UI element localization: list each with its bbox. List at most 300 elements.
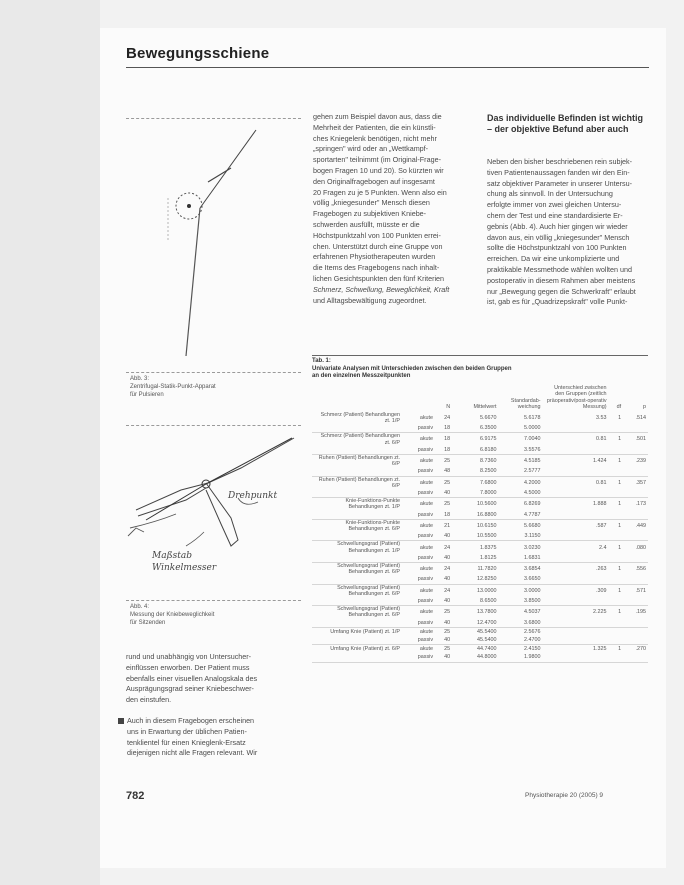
table-cell-p: .357 bbox=[635, 479, 646, 486]
figure-3-caption-text-2: für Pulsieren bbox=[130, 392, 164, 398]
table-cell-diff bbox=[543, 597, 609, 606]
table-cell-diff bbox=[543, 467, 609, 476]
table-cell-p: .195 bbox=[635, 609, 646, 616]
table-cell-p bbox=[623, 627, 648, 636]
figure-3-caption-text: Zentrifugal-Statik-Punkt-Apparat bbox=[130, 384, 216, 390]
table-cell-p bbox=[623, 424, 648, 433]
table-cell-diff: 1.888 bbox=[593, 501, 607, 508]
table-cell-mean: 6.3500 bbox=[452, 424, 498, 433]
table-cell-group: akute bbox=[419, 436, 434, 443]
table-cell-diff: 2.4 bbox=[599, 544, 607, 551]
table-cell-mean: 6.9175 bbox=[480, 436, 497, 443]
table-cell-diff bbox=[543, 653, 609, 662]
table-cell-sd: 5.6178 bbox=[524, 414, 541, 421]
table-cell-df: 1 bbox=[618, 436, 622, 443]
table-cell-p bbox=[623, 554, 648, 563]
table-cell-mean: 13.0000 bbox=[477, 587, 497, 594]
table-cell-df bbox=[609, 554, 624, 563]
table-row bbox=[312, 476, 648, 489]
table-cell-sd: 2.4150 bbox=[524, 646, 541, 653]
table-cell-n: 40 bbox=[435, 597, 452, 606]
figure-4-hand-label-drehpunkt: Drehpunkt bbox=[228, 491, 278, 501]
table-cell-mean: 1.8375 bbox=[480, 544, 497, 551]
figure-4-caption-text: Messung der Kniebeweglichkeit bbox=[130, 612, 215, 618]
table-cell-mean: 10.5600 bbox=[477, 501, 497, 508]
text-line: gehen zum Beispiel davon aus, dass die bbox=[313, 112, 442, 121]
table-cell-p bbox=[623, 575, 648, 584]
table-cell-n: 24 bbox=[444, 414, 451, 421]
table-cell-group: akute bbox=[419, 544, 434, 551]
table-cell-group: passiv bbox=[402, 597, 435, 606]
table-cell-mean: 8.7360 bbox=[480, 458, 497, 465]
table-row bbox=[312, 433, 648, 446]
table-cell-mean: 7.6800 bbox=[480, 479, 497, 486]
table-cell-df: 1 bbox=[618, 414, 622, 421]
table-cell-sd: 3.5576 bbox=[499, 446, 543, 455]
table-cell-mean: 7.8000 bbox=[452, 489, 498, 498]
table-title-text: Univariate Analysen mit Unterschieden zwischen den beiden Gruppen bbox=[312, 365, 512, 372]
table-cell-df bbox=[609, 627, 624, 636]
table-cell-group: akute bbox=[419, 646, 434, 653]
text-line: chen. Unterstützt durch eine Gruppe von bbox=[313, 241, 443, 251]
figure-3-caption-rule bbox=[126, 372, 301, 373]
scan-background bbox=[0, 0, 100, 885]
table-row bbox=[312, 636, 648, 645]
table-row bbox=[312, 424, 648, 433]
bullet-text-line: tenklientel für einen Knieglenk-Ersatz bbox=[127, 737, 246, 747]
table-cell-sd: 2.5676 bbox=[524, 628, 541, 635]
table-body bbox=[312, 412, 648, 662]
text-line: ebenfalls einer visuellen Analogskala des bbox=[126, 673, 258, 683]
table-cell-label: Schwellungsgrad (Patient) Behandlungen zt. 6/P bbox=[337, 563, 400, 576]
table-cell-df: 1 bbox=[618, 566, 622, 573]
text-line: chung als sinnvoll. In der Untersuchung bbox=[487, 189, 613, 199]
table-cell-label bbox=[312, 446, 402, 455]
table-cell-df bbox=[609, 636, 624, 645]
text-line: satz objektiver Parameter in unserer Untersu- bbox=[487, 178, 633, 188]
table-cell-mean: 1.8125 bbox=[452, 554, 498, 563]
table-cell-group: passiv bbox=[402, 424, 435, 433]
table-cell-diff bbox=[543, 619, 609, 628]
results-table-block bbox=[312, 355, 648, 663]
table-cell-p bbox=[623, 636, 648, 645]
table-cell-mean: 13.7800 bbox=[477, 609, 497, 616]
table-title-text-2: an den einzelnen Messzeitpunkten bbox=[312, 373, 411, 380]
table-cell-df: 1 bbox=[618, 501, 622, 508]
text-line: nur „Bewegung gegen die Schwerkraft" erlaubt bbox=[487, 286, 636, 296]
table-header-diff: Unterschied zwischen den Gruppen (zeitlich präoperativ/post-operativ Messung) bbox=[546, 384, 607, 411]
text-line: 20 Fragen zu je 5 Punkten. Wenn also ein bbox=[313, 187, 447, 197]
table-cell-p bbox=[623, 511, 648, 520]
table-cell-mean: 5.6670 bbox=[480, 414, 497, 421]
table-header-cell bbox=[402, 384, 435, 412]
table-cell-p bbox=[623, 653, 648, 662]
table-cell-sd: 3.6854 bbox=[524, 566, 541, 573]
table-cell-label: Schmerz (Patient) Behandlungen zt. 1/P bbox=[320, 411, 400, 424]
text-line: schwerden ausfüllt, müsste er die bbox=[313, 219, 420, 229]
table-row bbox=[312, 554, 648, 563]
table-header-sd: Standardab-weichung bbox=[510, 397, 541, 411]
table-row bbox=[312, 575, 648, 584]
table-row bbox=[312, 446, 648, 455]
table-cell-n: 25 bbox=[444, 479, 451, 486]
table-cell-mean: 10.6150 bbox=[477, 522, 497, 529]
text-line: den Originalfragebogen auf insgesamt bbox=[313, 176, 435, 186]
table-cell-sd: 4.2000 bbox=[524, 479, 541, 486]
table-cell-group: akute bbox=[419, 566, 434, 573]
table-cell-diff: 1.325 bbox=[593, 646, 607, 653]
table-cell-group: passiv bbox=[402, 575, 435, 584]
table-row bbox=[312, 597, 648, 606]
text-line: Mehrheit der Patienten, die ein künstli- bbox=[313, 122, 436, 132]
table-row bbox=[312, 584, 648, 597]
table-title bbox=[312, 355, 648, 381]
table-cell-df bbox=[609, 619, 624, 628]
section-title: Bewegungsschiene bbox=[126, 45, 270, 62]
table-cell-df: 1 bbox=[618, 646, 622, 653]
table-cell-p: .449 bbox=[635, 522, 646, 529]
table-row bbox=[312, 532, 648, 541]
figure-4-hand-label-massstab: Maßstab bbox=[152, 551, 192, 561]
table-cell-diff: .309 bbox=[596, 587, 607, 594]
table-cell-group: passiv bbox=[402, 619, 435, 628]
table-row bbox=[312, 627, 648, 636]
figure-4-caption-rule bbox=[126, 600, 301, 601]
figure-4-top-rule bbox=[126, 425, 301, 426]
table-cell-group: passiv bbox=[402, 446, 435, 455]
table-cell-label: Ruhen (Patient) Behandlungen zt. 6/P bbox=[318, 455, 400, 468]
table-cell-group: passiv bbox=[402, 532, 435, 541]
table-cell-p: .556 bbox=[635, 566, 646, 573]
table-row bbox=[312, 606, 648, 619]
table-cell-df bbox=[609, 446, 624, 455]
table-cell-diff bbox=[543, 532, 609, 541]
table-cell-n: 25 bbox=[444, 501, 451, 508]
table-cell-label bbox=[312, 575, 402, 584]
text-line: davon aus, ein völlig „kniegesunder" Mensch bbox=[487, 232, 630, 242]
table-cell-label bbox=[312, 511, 402, 520]
table-cell-label: Schwellungsgrad (Patient) Behandlungen zt. 1/P bbox=[337, 541, 400, 554]
table-cell-mean: 6.8180 bbox=[452, 446, 498, 455]
text-line: „springen" wird oder an „Wettkampf- bbox=[313, 144, 429, 154]
text-line: einflüssen erworben. Der Patient muss bbox=[126, 662, 250, 672]
figure-3-drawing bbox=[126, 120, 306, 365]
text-line: die Items des Fragebogens nach inhalt- bbox=[313, 263, 440, 273]
table-cell-p bbox=[623, 489, 648, 498]
table-cell-mean: 8.6500 bbox=[452, 597, 498, 606]
table-cell-diff bbox=[543, 575, 609, 584]
table-cell-n: 24 bbox=[444, 566, 451, 573]
table-cell-n: 25 bbox=[444, 458, 451, 465]
figure-4-caption bbox=[130, 603, 300, 627]
table-cell-sd: 4.7787 bbox=[499, 511, 543, 520]
text-line-italic: Schmerz, Schwellung, Beweglichkeit, Kraft bbox=[313, 284, 450, 294]
table-cell-group: akute bbox=[419, 414, 434, 421]
table-cell-n: 40 bbox=[435, 636, 452, 645]
subsection-heading: Das individuelle Befinden ist wichtig – der objektive Befund aber auch bbox=[487, 113, 644, 134]
table-cell-label bbox=[312, 597, 402, 606]
table-header-row bbox=[312, 384, 648, 412]
table-cell-label: Umfang Knie (Patient) zt. 6/P bbox=[330, 646, 400, 653]
text-line: bogen Fragen 10 und 20). So kürzten wir bbox=[313, 165, 444, 175]
table-cell-group: akute bbox=[419, 609, 434, 616]
table-cell-n: 40 bbox=[435, 653, 452, 662]
table-cell-df: 1 bbox=[618, 609, 622, 616]
table-row bbox=[312, 489, 648, 498]
table-row bbox=[312, 498, 648, 511]
table-cell-sd: 4.5037 bbox=[524, 609, 541, 616]
table-cell-p: .239 bbox=[635, 458, 646, 465]
table-cell-diff bbox=[543, 489, 609, 498]
table-cell-p: .514 bbox=[635, 414, 646, 421]
bullet-text-line: uns in Erwartung der üblichen Patien- bbox=[127, 726, 247, 736]
table-cell-p bbox=[623, 467, 648, 476]
header-rule bbox=[126, 67, 649, 68]
table-row bbox=[312, 455, 648, 468]
table-cell-n: 21 bbox=[444, 522, 451, 529]
table-cell-label bbox=[312, 489, 402, 498]
table-cell-diff: 2.225 bbox=[593, 609, 607, 616]
table-cell-n: 40 bbox=[435, 575, 452, 584]
table-cell-diff: .587 bbox=[596, 522, 607, 529]
text-line: sportarten" teilnimmt (im Original-Frage- bbox=[313, 155, 441, 165]
table-title-label: Tab. 1: bbox=[312, 358, 331, 364]
table-cell-group: akute bbox=[419, 587, 434, 594]
table-cell-df: 1 bbox=[618, 479, 622, 486]
table-cell-group: passiv bbox=[402, 653, 435, 662]
table-cell-df: 1 bbox=[618, 587, 622, 594]
figure-3-caption-label: Abb. 3: bbox=[130, 376, 150, 382]
table-cell-group: akute bbox=[419, 628, 434, 635]
table-cell-n: 18 bbox=[435, 511, 452, 520]
table-row bbox=[312, 519, 648, 532]
table-cell-p: .571 bbox=[635, 587, 646, 594]
table-cell-n: 18 bbox=[435, 424, 452, 433]
table-cell-mean: 12.8250 bbox=[452, 575, 498, 584]
table-cell-p: .080 bbox=[635, 544, 646, 551]
table-cell-diff: 0.81 bbox=[596, 436, 607, 443]
table-cell-group: passiv bbox=[402, 467, 435, 476]
table-cell-sd: 3.6800 bbox=[499, 619, 543, 628]
table-cell-sd: 4.5000 bbox=[499, 489, 543, 498]
table-cell-sd: 7.0040 bbox=[524, 436, 541, 443]
table-cell-n: 25 bbox=[444, 646, 451, 653]
table-cell-label bbox=[312, 653, 402, 662]
figure-4-caption-text-2: für Sitzenden bbox=[130, 620, 166, 626]
table-cell-sd: 2.4700 bbox=[499, 636, 543, 645]
table-cell-n: 25 bbox=[444, 628, 451, 635]
table-cell-label: Umfang Knie (Patient) zt. 1/P bbox=[330, 628, 400, 635]
table-row bbox=[312, 467, 648, 476]
figure-4-caption-label: Abb. 4: bbox=[130, 604, 150, 610]
table-cell-df bbox=[609, 532, 624, 541]
text-line: chern der Test und eine standardisierte Er- bbox=[487, 210, 623, 220]
table-cell-n: 48 bbox=[435, 467, 452, 476]
table-cell-group: akute bbox=[419, 479, 434, 486]
table-cell-label: Schwellungsgrad (Patient) Behandlungen zt. 6/P bbox=[337, 606, 400, 619]
figure-4-drawing bbox=[126, 428, 306, 598]
table-cell-group: akute bbox=[419, 522, 434, 529]
table-cell-diff bbox=[543, 424, 609, 433]
table-cell-group: passiv bbox=[402, 489, 435, 498]
table-cell-mean: 45.5400 bbox=[477, 628, 497, 635]
table-cell-sd: 5.0000 bbox=[499, 424, 543, 433]
table-header-n: N bbox=[446, 404, 451, 411]
table-cell-df bbox=[609, 467, 624, 476]
table-cell-sd: 2.5777 bbox=[499, 467, 543, 476]
table-cell-group: passiv bbox=[402, 636, 435, 645]
table-header-cell bbox=[312, 384, 402, 412]
right-column-text bbox=[487, 157, 650, 308]
text-line: lichen Gesichtspunkten den fünf Kriterien bbox=[313, 273, 445, 283]
table-header-p: p bbox=[643, 404, 646, 411]
text-line: Fragebogen zu subjektiven Kniebe- bbox=[313, 209, 427, 219]
table-cell-mean: 16.8800 bbox=[452, 511, 498, 520]
table-cell-df bbox=[609, 489, 624, 498]
text-line: völlig „kniegesunder" Mensch diesen bbox=[313, 198, 430, 208]
table-cell-mean: 44.8000 bbox=[452, 653, 498, 662]
text-line: Höchstpunktzahl von 100 Punkten errei- bbox=[313, 230, 441, 240]
table-cell-n: 24 bbox=[444, 587, 451, 594]
table-cell-label: Ruhen (Patient) Behandlungen zt. 6/P bbox=[318, 476, 400, 489]
table-cell-label bbox=[312, 424, 402, 433]
text-line: erreichen. Da wir eine unkomplizierte und bbox=[487, 254, 620, 264]
table-cell-label: Knie-Funktions-Punkte Behandlungen zt. 6/P bbox=[345, 519, 400, 533]
table-cell-n: 24 bbox=[444, 544, 451, 551]
table-cell-label bbox=[312, 636, 402, 645]
table-cell-n: 40 bbox=[435, 554, 452, 563]
lower-left-bullet bbox=[118, 716, 301, 759]
figure-3-top-rule bbox=[126, 118, 301, 119]
text-line: gebnis (Abb. 4). Auch hier gingen wir wieder bbox=[487, 221, 628, 231]
table-header-mean: Mittelwert bbox=[473, 404, 497, 411]
results-table bbox=[312, 384, 648, 663]
table-cell-diff bbox=[543, 627, 609, 636]
table-cell-sd: 3.8500 bbox=[499, 597, 543, 606]
table-cell-p: .173 bbox=[635, 501, 646, 508]
table-row bbox=[312, 541, 648, 554]
table-cell-diff bbox=[543, 446, 609, 455]
table-cell-mean: 44.7400 bbox=[477, 646, 497, 653]
table-cell-sd: 6.8269 bbox=[524, 501, 541, 508]
table-row bbox=[312, 412, 648, 424]
table-cell-sd: 1.9800 bbox=[499, 653, 543, 662]
text-line: erfahrenen Physiotherapeuten wurden bbox=[313, 252, 436, 262]
table-cell-diff bbox=[543, 511, 609, 520]
table-cell-p bbox=[623, 619, 648, 628]
table-cell-df bbox=[609, 424, 624, 433]
text-line: Neben den bisher beschriebenen rein subjek- bbox=[487, 157, 633, 166]
table-row bbox=[312, 653, 648, 662]
table-cell-sd: 5.6680 bbox=[524, 522, 541, 529]
table-cell-n: 40 bbox=[435, 619, 452, 628]
table-cell-p bbox=[623, 446, 648, 455]
text-line: den einstufen. bbox=[126, 695, 172, 705]
bullet-square-icon bbox=[118, 718, 124, 724]
table-row bbox=[312, 511, 648, 520]
table-cell-df bbox=[609, 597, 624, 606]
table-cell-label: Knie-Funktions-Punkte Behandlungen zt. 1/P bbox=[345, 498, 400, 511]
table-cell-n: 25 bbox=[444, 609, 451, 616]
table-cell-diff: 0.81 bbox=[596, 479, 607, 486]
table-cell-df: 1 bbox=[618, 458, 622, 465]
table-cell-n: 18 bbox=[444, 436, 451, 443]
table-cell-df: 1 bbox=[618, 544, 622, 551]
page-number: 782 bbox=[126, 790, 145, 802]
table-cell-df bbox=[609, 653, 624, 662]
table-cell-group: passiv bbox=[402, 554, 435, 563]
table-cell-label bbox=[312, 619, 402, 628]
text-line: ches Kniegelenk benötigen, nicht mehr bbox=[313, 133, 437, 143]
table-cell-diff: .263 bbox=[596, 566, 607, 573]
bullet-text-line: diejenigen nicht alle Fragen relevant. Wir bbox=[127, 748, 258, 758]
table-cell-sd: 3.0230 bbox=[524, 544, 541, 551]
table-cell-p bbox=[623, 597, 648, 606]
table-cell-label bbox=[312, 554, 402, 563]
table-cell-diff: 3.53 bbox=[596, 414, 607, 421]
table-cell-df bbox=[609, 511, 624, 520]
table-cell-n: 18 bbox=[435, 446, 452, 455]
table-row bbox=[312, 619, 648, 628]
table-cell-diff bbox=[543, 554, 609, 563]
table-cell-mean: 8.2500 bbox=[452, 467, 498, 476]
table-cell-group: akute bbox=[419, 458, 434, 465]
table-cell-mean: 10.5500 bbox=[452, 532, 498, 541]
table-cell-df bbox=[609, 575, 624, 584]
table-cell-p: .270 bbox=[635, 646, 646, 653]
bullet-text: Auch in diesem Fragebogen erscheinen bbox=[127, 716, 255, 725]
table-cell-mean: 45.5400 bbox=[452, 636, 498, 645]
table-cell-df: 1 bbox=[618, 522, 622, 529]
table-cell-sd: 3.1150 bbox=[499, 532, 543, 541]
table-cell-label: Schwellungsgrad (Patient) Behandlungen zt. 6/P bbox=[337, 584, 400, 597]
table-cell-label bbox=[312, 467, 402, 476]
table-cell-p: .501 bbox=[635, 436, 646, 443]
text-line: erfolgte immer von zwei gleichen Untersu- bbox=[487, 200, 622, 210]
table-cell-label: Schmerz (Patient) Behandlungen zt. 6/P bbox=[320, 433, 400, 446]
table-cell-diff bbox=[543, 636, 609, 645]
table-cell-label bbox=[312, 532, 402, 541]
text-line: und Alltagsbewältigung zugeordnet. bbox=[313, 295, 427, 305]
table-header-df: df bbox=[616, 404, 622, 411]
table-cell-group: passiv bbox=[402, 511, 435, 520]
table-cell-n: 40 bbox=[435, 532, 452, 541]
table-row bbox=[312, 563, 648, 576]
lower-left-text bbox=[126, 652, 301, 706]
middle-column-text bbox=[313, 112, 476, 306]
table-cell-sd: 1.6831 bbox=[499, 554, 543, 563]
table-cell-group: akute bbox=[419, 501, 434, 508]
text-line: rund und unabhängig von Untersucher- bbox=[126, 652, 252, 661]
table-cell-n: 40 bbox=[435, 489, 452, 498]
text-line: sollte die Höchstpunktzahl von 100 Punkten bbox=[487, 243, 627, 253]
text-line: postoperativ in diesem Rahmen aber meistens bbox=[487, 275, 636, 285]
figure-3-caption bbox=[130, 375, 300, 399]
table-cell-p bbox=[623, 532, 648, 541]
figure-4-hand-label-winkelmesser: Winkelmesser bbox=[152, 563, 217, 573]
table-cell-diff: 1.424 bbox=[593, 458, 607, 465]
text-line: praktikable Messmethode wählen wollten und bbox=[487, 264, 633, 274]
table-cell-mean: 11.7820 bbox=[477, 566, 497, 573]
table-row bbox=[312, 645, 648, 654]
table-cell-sd: 4.5185 bbox=[524, 458, 541, 465]
table-cell-sd: 3.0000 bbox=[524, 587, 541, 594]
table-cell-sd: 3.6650 bbox=[499, 575, 543, 584]
journal-reference: Physiotherapie 20 (2005) 9 bbox=[525, 792, 604, 799]
bullet-text-line bbox=[118, 716, 301, 727]
text-line: tiven Patientenaussagen fanden wir den Ein- bbox=[487, 167, 630, 177]
text-line: ist, gab es für „Quadrizepskraft" volle Punkt- bbox=[487, 297, 628, 307]
